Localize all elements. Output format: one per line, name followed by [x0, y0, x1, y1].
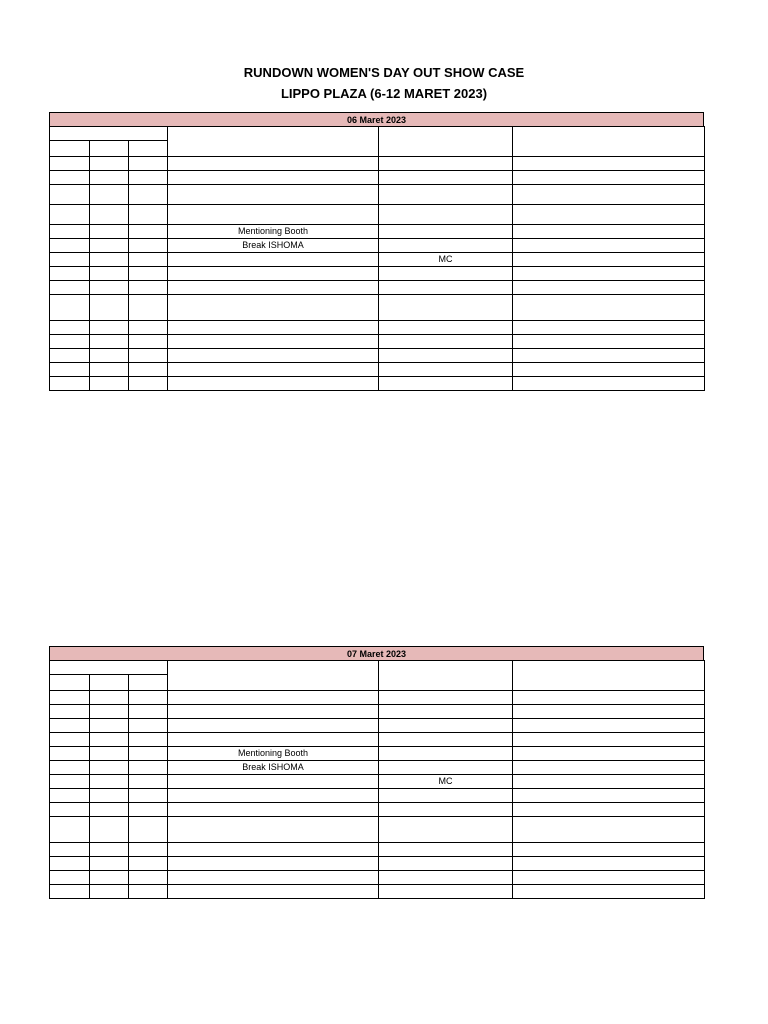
- duration-cell: [129, 335, 168, 349]
- pic-cell: [379, 171, 513, 185]
- pic-cell: [379, 817, 513, 843]
- table-row: [50, 281, 705, 295]
- rundown-table-day1: [49, 112, 704, 391]
- header-row: [50, 661, 705, 675]
- document-subtitle: LIPPO PLAZA (6-12 MARET 2023): [280, 86, 488, 101]
- start-cell: [50, 335, 90, 349]
- activity-cell: [168, 281, 379, 295]
- pic-cell: [379, 185, 513, 205]
- table-row: [50, 761, 705, 775]
- table-row: [50, 691, 705, 705]
- start-cell: [50, 157, 90, 171]
- activity-cell: [168, 775, 379, 789]
- pic-cell: MC: [379, 253, 513, 267]
- pic-cell: [379, 335, 513, 349]
- schedule-grid: [49, 126, 705, 391]
- pic-cell: [379, 747, 513, 761]
- notes-cell: [513, 157, 705, 171]
- end-cell: [90, 885, 129, 899]
- duration-cell: [129, 267, 168, 281]
- pic-cell: [379, 843, 513, 857]
- end-cell: [90, 295, 129, 321]
- start-cell: [50, 747, 90, 761]
- start-cell: [50, 719, 90, 733]
- pic-cell: [379, 857, 513, 871]
- activity-cell: [168, 267, 379, 281]
- duration-cell: [129, 691, 168, 705]
- end-cell: [90, 171, 129, 185]
- end-cell: [90, 267, 129, 281]
- start-cell: [50, 225, 90, 239]
- start-cell: [50, 267, 90, 281]
- start-cell: [50, 761, 90, 775]
- end-cell: [90, 803, 129, 817]
- end-cell: [90, 691, 129, 705]
- duration-subheader-cell: [129, 141, 168, 157]
- activity-cell: [168, 321, 379, 335]
- start-cell: [50, 843, 90, 857]
- start-cell: [50, 775, 90, 789]
- table-row: [50, 885, 705, 899]
- notes-header-cell: [513, 661, 705, 691]
- pic-cell: [379, 691, 513, 705]
- duration-cell: [129, 349, 168, 363]
- pic-cell: [379, 281, 513, 295]
- start-cell: [50, 185, 90, 205]
- schedule-grid: [49, 660, 705, 899]
- activity-cell: [168, 733, 379, 747]
- pic-cell: MC: [379, 775, 513, 789]
- table-row: [50, 733, 705, 747]
- activity-cell: [168, 857, 379, 871]
- duration-subheader-cell: [129, 675, 168, 691]
- notes-cell: [513, 253, 705, 267]
- activity-cell: [168, 349, 379, 363]
- start-cell: [50, 171, 90, 185]
- duration-cell: [129, 747, 168, 761]
- table-row: [50, 775, 705, 789]
- pic-cell: [379, 885, 513, 899]
- notes-cell: [513, 295, 705, 321]
- pic-header-cell: [379, 661, 513, 691]
- table-row: [50, 295, 705, 321]
- activity-cell: [168, 157, 379, 171]
- duration-cell: [129, 733, 168, 747]
- start-cell: [50, 363, 90, 377]
- activity-cell: [168, 205, 379, 225]
- notes-cell: [513, 789, 705, 803]
- date-header: 06 Maret 2023: [49, 112, 704, 126]
- activity-cell: [168, 705, 379, 719]
- notes-cell: [513, 719, 705, 733]
- end-cell: [90, 321, 129, 335]
- notes-cell: [513, 335, 705, 349]
- activity-cell: Mentioning Booth: [168, 225, 379, 239]
- end-cell: [90, 733, 129, 747]
- notes-cell: [513, 775, 705, 789]
- table-row: [50, 857, 705, 871]
- end-cell: [90, 239, 129, 253]
- activity-header-cell: [168, 127, 379, 157]
- table-row: [50, 157, 705, 171]
- table-row: [50, 205, 705, 225]
- pic-cell: [379, 239, 513, 253]
- activity-cell: [168, 295, 379, 321]
- end-cell: [90, 225, 129, 239]
- end-cell: [90, 349, 129, 363]
- start-cell: [50, 789, 90, 803]
- notes-cell: [513, 363, 705, 377]
- start-cell: [50, 239, 90, 253]
- pic-cell: [379, 267, 513, 281]
- end-cell: [90, 817, 129, 843]
- duration-cell: [129, 705, 168, 719]
- end-cell: [90, 363, 129, 377]
- notes-cell: [513, 185, 705, 205]
- start-subheader-cell: [50, 141, 90, 157]
- start-cell: [50, 349, 90, 363]
- pic-cell: [379, 705, 513, 719]
- table-row: [50, 335, 705, 349]
- activity-cell: Break ISHOMA: [168, 239, 379, 253]
- notes-cell: [513, 377, 705, 391]
- table-row: [50, 817, 705, 843]
- start-cell: [50, 857, 90, 871]
- notes-cell: [513, 885, 705, 899]
- end-subheader-cell: [90, 141, 129, 157]
- duration-cell: [129, 363, 168, 377]
- notes-cell: [513, 239, 705, 253]
- pic-cell: [379, 349, 513, 363]
- end-cell: [90, 775, 129, 789]
- table-row: [50, 789, 705, 803]
- table-row: [50, 363, 705, 377]
- duration-cell: [129, 185, 168, 205]
- end-cell: [90, 253, 129, 267]
- start-subheader-cell: [50, 675, 90, 691]
- activity-cell: [168, 185, 379, 205]
- start-cell: [50, 321, 90, 335]
- pic-cell: [379, 321, 513, 335]
- duration-cell: [129, 789, 168, 803]
- table-row: [50, 705, 705, 719]
- table-row: [50, 321, 705, 335]
- notes-cell: [513, 349, 705, 363]
- end-cell: [90, 205, 129, 225]
- end-cell: [90, 157, 129, 171]
- activity-cell: [168, 817, 379, 843]
- table-row: [50, 185, 705, 205]
- activity-header-cell: [168, 661, 379, 691]
- pic-cell: [379, 157, 513, 171]
- end-cell: [90, 789, 129, 803]
- header-row: [50, 127, 705, 141]
- duration-cell: [129, 253, 168, 267]
- activity-cell: [168, 719, 379, 733]
- notes-cell: [513, 761, 705, 775]
- notes-cell: [513, 321, 705, 335]
- table-row: [50, 377, 705, 391]
- duration-cell: [129, 775, 168, 789]
- pic-cell: [379, 733, 513, 747]
- pic-cell: [379, 225, 513, 239]
- pic-cell: [379, 363, 513, 377]
- activity-cell: [168, 171, 379, 185]
- notes-cell: [513, 267, 705, 281]
- end-cell: [90, 281, 129, 295]
- start-cell: [50, 705, 90, 719]
- notes-cell: [513, 281, 705, 295]
- duration-cell: [129, 377, 168, 391]
- time-header-cell: [50, 661, 168, 675]
- table-row: [50, 253, 705, 267]
- start-cell: [50, 885, 90, 899]
- duration-cell: [129, 239, 168, 253]
- table-row: [50, 171, 705, 185]
- table-row: [50, 747, 705, 761]
- start-cell: [50, 733, 90, 747]
- duration-cell: [129, 281, 168, 295]
- duration-cell: [129, 871, 168, 885]
- duration-cell: [129, 719, 168, 733]
- pic-cell: [379, 789, 513, 803]
- table-row: [50, 871, 705, 885]
- start-cell: [50, 281, 90, 295]
- notes-cell: [513, 171, 705, 185]
- table-row: [50, 719, 705, 733]
- table-row: [50, 349, 705, 363]
- duration-cell: [129, 157, 168, 171]
- document-title: RUNDOWN WOMEN'S DAY OUT SHOW CASE: [243, 65, 525, 80]
- notes-cell: [513, 843, 705, 857]
- pic-cell: [379, 761, 513, 775]
- date-header: 07 Maret 2023: [49, 646, 704, 660]
- notes-cell: [513, 747, 705, 761]
- pic-header-cell: [379, 127, 513, 157]
- activity-cell: [168, 803, 379, 817]
- table-row: [50, 803, 705, 817]
- duration-cell: [129, 885, 168, 899]
- activity-cell: [168, 843, 379, 857]
- time-header-cell: [50, 127, 168, 141]
- activity-cell: [168, 789, 379, 803]
- notes-cell: [513, 705, 705, 719]
- pic-cell: [379, 205, 513, 225]
- pic-cell: [379, 871, 513, 885]
- start-cell: [50, 871, 90, 885]
- activity-cell: [168, 335, 379, 349]
- start-cell: [50, 803, 90, 817]
- activity-cell: [168, 885, 379, 899]
- activity-cell: [168, 363, 379, 377]
- table-row: [50, 239, 705, 253]
- notes-cell: [513, 205, 705, 225]
- end-cell: [90, 761, 129, 775]
- duration-cell: [129, 803, 168, 817]
- end-cell: [90, 857, 129, 871]
- activity-cell: [168, 253, 379, 267]
- duration-cell: [129, 321, 168, 335]
- start-cell: [50, 817, 90, 843]
- end-subheader-cell: [90, 675, 129, 691]
- duration-cell: [129, 761, 168, 775]
- notes-cell: [513, 733, 705, 747]
- duration-cell: [129, 225, 168, 239]
- start-cell: [50, 377, 90, 391]
- notes-cell: [513, 691, 705, 705]
- end-cell: [90, 843, 129, 857]
- duration-cell: [129, 817, 168, 843]
- duration-cell: [129, 171, 168, 185]
- table-row: [50, 267, 705, 281]
- pic-cell: [379, 295, 513, 321]
- activity-cell: Mentioning Booth: [168, 747, 379, 761]
- pic-cell: [379, 377, 513, 391]
- end-cell: [90, 719, 129, 733]
- end-cell: [90, 871, 129, 885]
- table-row: [50, 225, 705, 239]
- end-cell: [90, 705, 129, 719]
- end-cell: [90, 185, 129, 205]
- end-cell: [90, 335, 129, 349]
- activity-cell: [168, 691, 379, 705]
- start-cell: [50, 205, 90, 225]
- activity-cell: [168, 871, 379, 885]
- table-row: [50, 843, 705, 857]
- start-cell: [50, 295, 90, 321]
- notes-cell: [513, 817, 705, 843]
- start-cell: [50, 691, 90, 705]
- notes-cell: [513, 225, 705, 239]
- start-cell: [50, 253, 90, 267]
- rundown-table-day2: [49, 646, 704, 899]
- duration-cell: [129, 843, 168, 857]
- activity-cell: [168, 377, 379, 391]
- activity-cell: Break ISHOMA: [168, 761, 379, 775]
- notes-cell: [513, 803, 705, 817]
- pic-cell: [379, 803, 513, 817]
- duration-cell: [129, 205, 168, 225]
- duration-cell: [129, 857, 168, 871]
- notes-cell: [513, 871, 705, 885]
- end-cell: [90, 377, 129, 391]
- end-cell: [90, 747, 129, 761]
- duration-cell: [129, 295, 168, 321]
- notes-header-cell: [513, 127, 705, 157]
- pic-cell: [379, 719, 513, 733]
- notes-cell: [513, 857, 705, 871]
